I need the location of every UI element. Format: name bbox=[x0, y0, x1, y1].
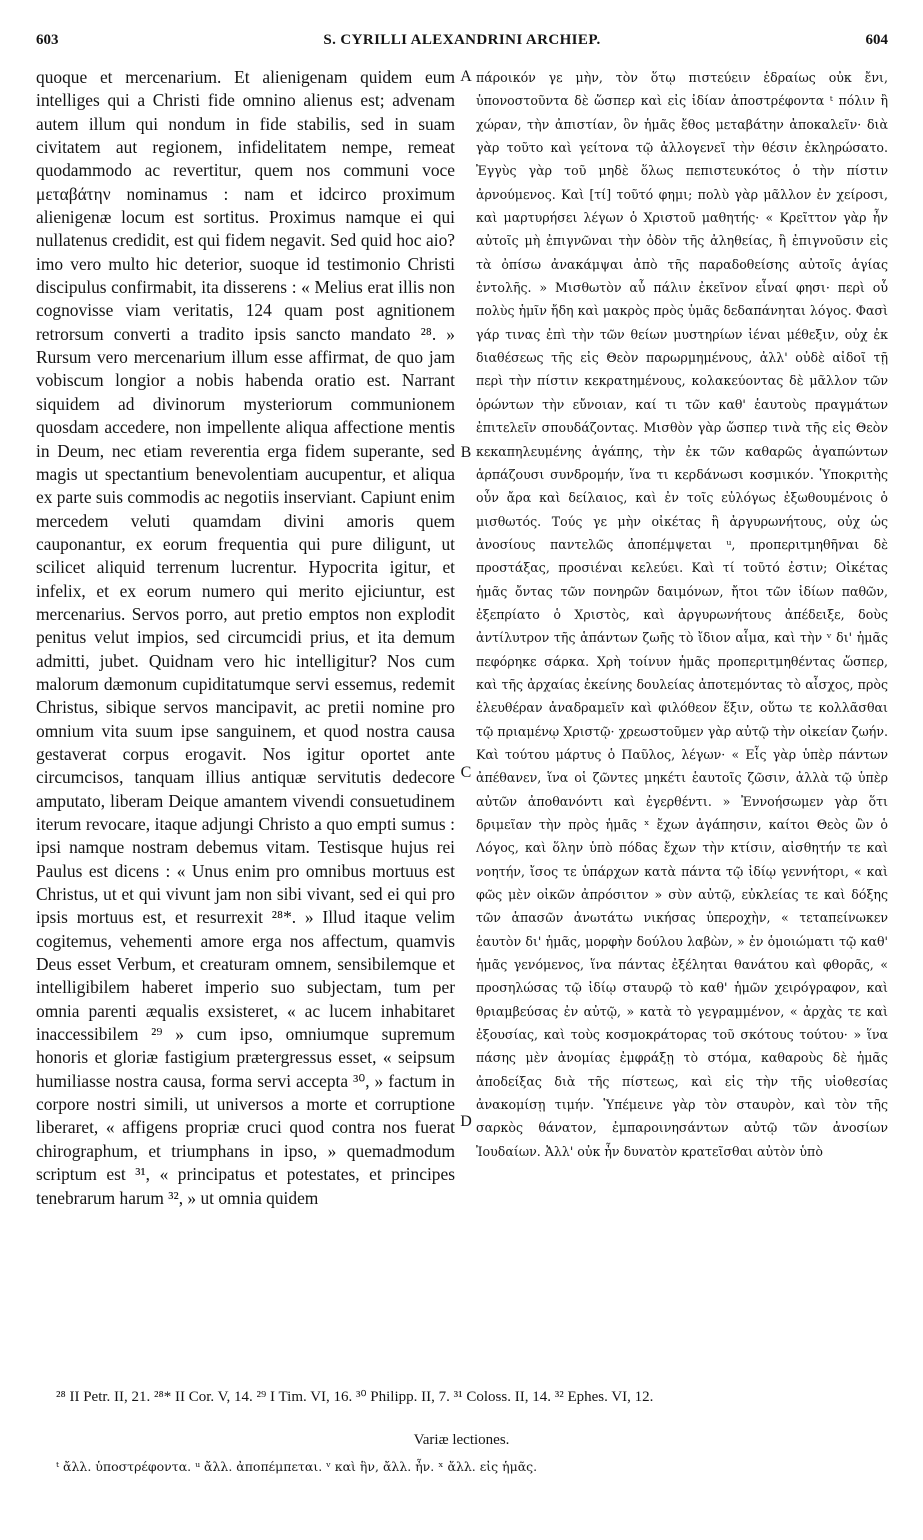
margin-marker-d: D bbox=[460, 1113, 472, 1130]
footnotes: ²⁸ II Petr. II, 21. ²⁸* II Cor. V, 14. ²⁹ I Tim. VI, 16. ³⁰ Philipp. II, 7. ³¹ Coloss. II, 14. ³² Ephes. VI, 12. bbox=[56, 1389, 654, 1405]
margin-marker-c: C bbox=[460, 764, 472, 781]
margin-marker-a: A bbox=[460, 68, 472, 85]
variae-lectiones-title: Variæ lectiones. bbox=[413, 1432, 510, 1448]
running-title: S. CYRILLI ALEXANDRINI ARCHIEP. bbox=[323, 32, 601, 48]
greek-column: πάροικόν γε μὴν, τὸν ὅτῳ πιστεύειν ἑδραίως οὐκ ἔνι, ὑπονοστοῦντα δὲ ὥσπερ καὶ εἰς ἰδίαν ἀποστρέφοντα ᵗ πόλιν ἢ χώραν, τὴν ἀπιστίαν, ὃν ἡμᾶς ἔθος μεταβάτην ἀποκαλεῖν· διὰ γὰρ τοῦτο καὶ γείτονα τῷ ἀλλογενεῖ τὴν θέσιν ἐκληρώσατο. Ἐγγὺς γὰρ τοῦ μηδὲ ὅλως πεπιστευκότος ὁ τὴν πίστιν ἀρνούμενος. Καὶ [τί] τοῦτό φημι; πολὺ γὰρ μᾶλλον ἐν χείροσι, καὶ μαρτυρήσει λέγων ὁ Χριστοῦ μαθητής· « Κρεῖττον γὰρ ἦν αὐτοῖς μὴ ἐπιγνῶναι τὴν ὁδὸν τῆς ἀληθείας, ἢ ἐπιγνοῦσιν εἰς τὰ ὀπίσω ἀνακάμψαι ἀπὸ τῆς παραδοθείσης αὐτοῖς ἁγίας ἐντολῆς. » Μισθωτὸν αὖ πάλιν ἐκεῖνον εἶναί φησι· περὶ οὗ πολὺς ἡμῖν ἤδη καὶ μακρὸς πρὸς ὑμᾶς δεδαπάνηται λόγος. Φασὶ γάρ τινας ἐπὶ τὴν τῶν θείων μυστηρίων ἰέναι μέθεξιν, οὐχ ἐκ διαθέσεως τῆς εἰς Θεὸν παρωρμημένους, ἀλλ' οὐδὲ αἰδοῖ τῇ περὶ τὴν πίστιν κεκρατημένους, κολακεύοντας δὲ μᾶλλον τῶν ὁρώντων τὴν εὔνοιαν, καί τι τῶν καθ' ἑαυτοὺς πραγμάτων ἐπιτελεῖν σπουδάζοντας. Μισθὸν γὰρ ὥσπερ τινὰ τῆς εἰς Θεὸν κεκαπηλευμένης ἀγάπης, τὴν ἐκ τῶν καθαρῶς ἀγαπώντων ἁρπάζουσι συνδρομήν, ἵνα τι κερδάνωσι κοσμικόν. Ὑποκριτὴς οὖν ἄρα καὶ δείλαιος, καὶ ἐν τοῖς εὐλόγως ἐξωθουμένοις ὁ μισθωτός. Τούς γε μὴν οἰκέτας ἢ ἀργυρωνήτους, οὐχ ὡς ἀνοσίους παντελῶς ἀποπέμψεται ᵘ, προπεριτμηθῆναι δὲ προστάξας, προσιέναι κελεύει. Καὶ τί τοῦτό ἐστιν; Οἰκέτας ἡμᾶς ὄντας τῶν πονηρῶν δαιμόνων, ἤτοι τῶν ἰδίων παθῶν, ἐξεπρίατο ὁ Χριστὸς, καὶ ἀργυρωνήτους ἀπέδειξε, δοὺς ἀντίλυτρον τῆς ἁπάντων ζωῆς τὸ ἴδιον αἷμα, καὶ τὴν ᵛ δι' ἡμᾶς πεφόρηκε σάρκα. Χρὴ τοίνυν ἡμᾶς προπεριτμηθέντας ὥσπερ, καὶ τῆς ἀρχαίας ἐκείνης δουλείας ἀποτεμόντας τὸ αἶσχος, πρὸς ἐλευθέραν ἀναδραμεῖν καὶ φιλόθεον ἕξιν, οὕτω τε κολλᾶσθαι τῷ πριαμένῳ Χριστῷ· χρεωστοῦμεν γὰρ αὐτῷ τὴν οἰκείαν ζωήν. Καὶ τούτου μάρτυς ὁ Παῦλος, λέγων· « Εἷς γὰρ ὑπὲρ πάντων ἀπέθανεν, ἵνα οἱ ζῶντες μηκέτι ἑαυτοῖς ζῶσιν, ἀλλὰ τῷ ὑπὲρ αὐτῶν ἀποθανόντι καὶ ἐγερθέντι. » Ἐννοήσωμεν γὰρ ὅτι δριμεῖαν τὴν πρὸς ἡμᾶς ˣ ἔχων ἀγάπησιν, καίτοι Θεὸς ὢν ὁ Λόγος, καὶ ὅλην ὑπὸ πόδας ἔχων τὴν κτίσιν, αἰσθητήν τε καὶ νοητήν, ἴσος τε ὑπάρχων κατὰ πάντα τῷ ἰδίῳ γεννήτορι, « καὶ φῶς μὲν οἰκῶν ἀπρόσιτον » σὺν αὐτῷ, εὐκλείας τε καὶ δόξης τῶν ἁπασῶν ἀνωτάτω νικήσας ὑπεροχὴν, « τεταπείνωκεν ἑαυτὸν δι' ἡμᾶς, μορφὴν δούλου λαβὼν, » ἐν ὁμοιώματι τῷ καθ' ἡμᾶς γενόμενος, ἵνα πάντας ἐξέληται θανάτου καὶ φθορᾶς, « προσηλώσας τῷ ἰδίῳ σταυρῷ τὸ καθ' ἡμῶν χειρόγραφον, καὶ θριαμβεύσας ἐν αὐτῷ, » κατὰ τὸ γεγραμμένον, « ἀρχὰς τε καὶ ἐξουσίας, καὶ τοὺς κοσμοκράτορας τοῦ σκότους τούτου· » ἵνα πάσης μὲν ἀνομίας ἐμφράξῃ τὸ στόμα, καθαροὺς δὲ ἡμᾶς ἀποδείξας διὰ τῆς πίστεως, καὶ εἰς τὴν τῆς υἱοθεσίας ἀνακομίσῃ τιμήν. Ὑπέμεινε γὰρ τὸν σταυρὸν, καὶ τὸν τῆς σαρκὸς θάνατον, ἐμπαροινησάντων αὐτῷ τῶν ἀνοσίων Ἰουδαίων. Ἀλλ' οὐκ ἦν δυνατὸν κρατεῖσθαι αὐτὸν ὑπὸ bbox=[476, 70, 888, 1159]
page-header bbox=[36, 32, 888, 56]
variae-lectiones: ᵗ ἄλλ. ὑποστρέφοντα. ᵘ ἄλλ. ἀποπέμπεται. ᵛ καὶ ἣν, ἄλλ. ἦν. ˣ ἄλλ. εἰς ἡμᾶς. bbox=[56, 1459, 538, 1474]
page-number-left: 603 bbox=[36, 32, 59, 48]
page-number-right: 604 bbox=[865, 32, 888, 48]
margin-marker-b: B bbox=[460, 444, 472, 461]
latin-column: quoque et mercenarium. Et alienigenam quidem eum intelliges qui a Christi fide omnino alienus est; advenam autem illum qui nondum in fide stabilis, sed in suam civitatem aut regionem, infidelitatem nempe, remeat quodammodo ac revertitur, quem nos communi voce μεταβάτην nominamus : nam et idcirco proximum alienigenæ locum est sortitus. Proximus namque ei qui nullatenus credidit, est qui fidem negavit. Sed quid hoc aio? imo vero multo hic deterior, suoque id testimonio Christi discipulus confirmabit, ita disserens : « Melius erat illis non cognovisse viam veritatis, 124 quam post agnitionem retrorsum converti a tradito ipsis sancto mandato ²⁸. » Rursum vero mercenarium illum esse affirmat, de quo jam vobiscum longior a nobis habenda oratio est. Narrant siquidem ad divinorum mysteriorum communionem quosdam accedere, non impellente aliqua affectione mentis in Deum, nec etiam reverentia erga fidem superante, sed magis ut spectantium benevolentiam aucupentur, et aliqua ex parte suis commodis ac negotiis inserviant. Capiunt enim mercedem veluti quamdam divini amoris quem cauponantur, ex eorum frequentia qui pure diligunt, ut scilicet aliquid terrenum lucrentur. Hypocrita igitur, et infelix, et ex eorum numero qui merito ejiciuntur, est mercenarius. Servos porro, aut pretio emptos non explodit penitus velut impios, sed circumcidi prius, et ita demum admitti, jubet. Quidnam vero hic intelligitur? Nos cum malorum dæmonum cupiditatumque servi essemus, redemit Christus, sibique servos mancipavit, ac pretii nomine pro omnium vita suum ipse sanguinem, et quod nostra causa gestaverat corpus erogavit. Nos igitur oportet ante circumcisos, tanquam illius antiquæ servitutis dedecore amputato, liberam Deique amantem vivendi consuetudinem iterum revocare, itaque adjungi Christo a quo empti sumus : ipsi namque nostram debemus vitam. Testisque hujus rei Paulus est dicens : « Unus enim pro omnibus mortuus est Christus, ut et qui vivunt jam non sibi vivant, sed ei qui pro ipsis mortuus est, et resurrexit ²⁸*. » Illud itaque velim cogitemus, vehementi amore erga nos affectum, quamvis Deus esset Verbum, et creaturam omnem, sensibilemque et intelligibilem haberet imperio suo subjectam, tum per omnia parenti æqualis exsisteret, « ac lucem inhabitaret inaccessibilem ²⁹ » cum ipso, omniumque supremum honoris et gloriæ fastigium prætergressus esset, « seipsum humiliasse nostra causa, forma servi accepta ³⁰, » factum in corpore nostri simili, ut universos a morte et corruptione liberaret, « affigens propriæ cruci quod contra nos fuerat chirographum, et triumphans in ipso, » quemadmodum scriptum est ³¹, « principatus et potestates, et principes tenebrarum harum ³², » ut omnia quidem bbox=[36, 67, 455, 1208]
